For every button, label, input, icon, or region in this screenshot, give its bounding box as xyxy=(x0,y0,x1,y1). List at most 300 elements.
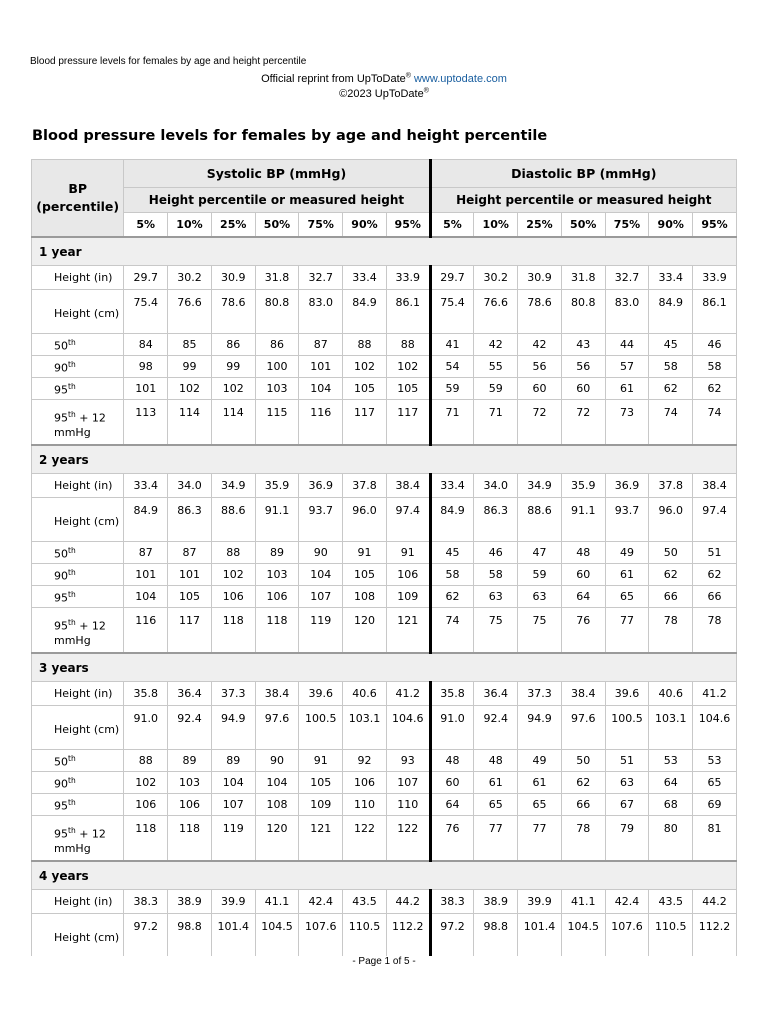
table-row xyxy=(32,356,737,378)
systolic-cell: 38.3 xyxy=(124,890,168,914)
systolic-cell: 84.9 xyxy=(124,498,168,542)
systolic-cell: 34.0 xyxy=(168,474,212,498)
systolic-cell: 121 xyxy=(299,816,343,862)
systolic-cell: 99 xyxy=(211,356,255,378)
diastolic-cell: 53 xyxy=(649,750,693,772)
percentile-header-row xyxy=(32,213,737,238)
diastolic-cell: 101.4 xyxy=(518,914,562,957)
uptodate-link[interactable]: www.uptodate.com xyxy=(413,73,507,85)
diastolic-cell: 63 xyxy=(474,586,518,608)
systolic-cell: 104 xyxy=(299,564,343,586)
systolic-cell: 75.4 xyxy=(124,290,168,334)
diastolic-cell: 61 xyxy=(605,564,649,586)
diastolic-cell: 48 xyxy=(474,750,518,772)
age-group-label: 3 years xyxy=(32,653,737,682)
systolic-cell: 91.1 xyxy=(255,498,299,542)
systolic-cell: 37.8 xyxy=(343,474,387,498)
diastolic-cell: 58 xyxy=(693,356,737,378)
diastolic-cell: 50 xyxy=(649,542,693,564)
diastolic-cell: 62 xyxy=(430,586,474,608)
table-row xyxy=(32,750,737,772)
ordinal-suffix: th xyxy=(68,590,76,600)
systolic-cell: 32.7 xyxy=(299,266,343,290)
row-label xyxy=(32,608,124,654)
diastolic-cell: 78 xyxy=(649,608,693,654)
table-row xyxy=(32,890,737,914)
ordinal-suffix: th xyxy=(68,776,76,786)
systolic-cell: 118 xyxy=(124,816,168,862)
diastolic-cell: 75 xyxy=(518,608,562,654)
systolic-cell: 97.4 xyxy=(386,498,430,542)
systolic-cell: 114 xyxy=(211,400,255,446)
diastolic-cell: 35.9 xyxy=(561,474,605,498)
diastolic-cell: 80.8 xyxy=(561,290,605,334)
diastolic-cell: 93.7 xyxy=(605,498,649,542)
systolic-cell: 89 xyxy=(168,750,212,772)
diastolic-cell: 36.4 xyxy=(474,682,518,706)
systolic-cell: 39.9 xyxy=(211,890,255,914)
diastolic-cell: 97.2 xyxy=(430,914,474,957)
diastolic-cell: 62 xyxy=(693,378,737,400)
percentile-number: 95 xyxy=(54,383,68,397)
percentile-col-header: 95% xyxy=(386,213,430,238)
diastolic-cell: 96.0 xyxy=(649,498,693,542)
systolic-cell: 116 xyxy=(124,608,168,654)
diastolic-cell: 64 xyxy=(561,586,605,608)
systolic-cell: 98 xyxy=(124,356,168,378)
diastolic-cell: 44.2 xyxy=(693,890,737,914)
percentile-col-header: 75% xyxy=(605,213,649,238)
percentile-col-header: 90% xyxy=(649,213,693,238)
diastolic-cell: 61 xyxy=(474,772,518,794)
diastolic-cell: 94.9 xyxy=(518,706,562,750)
percentile-number: 95 xyxy=(54,411,68,425)
systolic-cell: 30.2 xyxy=(168,266,212,290)
table-row xyxy=(32,586,737,608)
systolic-cell: 100.5 xyxy=(299,706,343,750)
row-label: Height (cm) xyxy=(32,914,124,957)
systolic-cell: 30.9 xyxy=(211,266,255,290)
systolic-cell: 99 xyxy=(168,356,212,378)
systolic-cell: 91 xyxy=(386,542,430,564)
row-label xyxy=(32,564,124,586)
systolic-cell: 38.4 xyxy=(386,474,430,498)
age-group-row xyxy=(32,237,737,266)
diastolic-cell: 60 xyxy=(430,772,474,794)
systolic-cell: 105 xyxy=(168,586,212,608)
diastolic-cell: 71 xyxy=(430,400,474,446)
age-group-row xyxy=(32,861,737,890)
ordinal-suffix: th xyxy=(68,617,76,627)
systolic-cell: 119 xyxy=(211,816,255,862)
age-group-label: 1 year xyxy=(32,237,737,266)
plus-12-mmhg: + 12 mmHg xyxy=(54,827,106,856)
systolic-cell: 97.6 xyxy=(255,706,299,750)
systolic-cell: 94.9 xyxy=(211,706,255,750)
systolic-cell: 106 xyxy=(343,772,387,794)
bp-table-body xyxy=(32,237,737,956)
diastolic-cell: 41.2 xyxy=(693,682,737,706)
systolic-cell: 31.8 xyxy=(255,266,299,290)
row-label xyxy=(32,794,124,816)
diastolic-cell: 42.4 xyxy=(605,890,649,914)
diastolic-cell: 58 xyxy=(430,564,474,586)
systolic-cell: 101 xyxy=(124,378,168,400)
systolic-cell: 34.9 xyxy=(211,474,255,498)
systolic-cell: 108 xyxy=(343,586,387,608)
diastolic-cell: 33.4 xyxy=(649,266,693,290)
diastolic-cell: 51 xyxy=(693,542,737,564)
diastolic-cell: 76.6 xyxy=(474,290,518,334)
diastolic-cell: 56 xyxy=(518,356,562,378)
systolic-cell: 37.3 xyxy=(211,682,255,706)
diastolic-cell: 74 xyxy=(430,608,474,654)
diastolic-cell: 32.7 xyxy=(605,266,649,290)
diastolic-cell: 80 xyxy=(649,816,693,862)
copyright-line xyxy=(0,87,768,102)
systolic-cell: 103 xyxy=(255,564,299,586)
diastolic-cell: 65 xyxy=(605,586,649,608)
systolic-cell: 120 xyxy=(343,608,387,654)
row-label: Height (cm) xyxy=(32,706,124,750)
diastolic-cell: 33.4 xyxy=(430,474,474,498)
systolic-cell: 116 xyxy=(299,400,343,446)
diastolic-cell: 36.9 xyxy=(605,474,649,498)
diastolic-cell: 61 xyxy=(605,378,649,400)
diastolic-cell: 45 xyxy=(649,334,693,356)
diastolic-cell: 83.0 xyxy=(605,290,649,334)
systolic-cell: 40.6 xyxy=(343,682,387,706)
diastolic-cell: 35.8 xyxy=(430,682,474,706)
systolic-cell: 78.6 xyxy=(211,290,255,334)
diastolic-cell: 97.6 xyxy=(561,706,605,750)
diastolic-cell: 48 xyxy=(430,750,474,772)
ordinal-suffix: th xyxy=(68,409,76,419)
systolic-cell: 107 xyxy=(211,794,255,816)
systolic-cell: 117 xyxy=(343,400,387,446)
systolic-cell: 90 xyxy=(255,750,299,772)
diastolic-cell: 41 xyxy=(430,334,474,356)
diastolic-cell: 76 xyxy=(430,816,474,862)
diastolic-cell: 34.9 xyxy=(518,474,562,498)
systolic-cell: 110.5 xyxy=(343,914,387,957)
diastolic-cell: 29.7 xyxy=(430,266,474,290)
systolic-cell: 101.4 xyxy=(211,914,255,957)
diastolic-cell: 57 xyxy=(605,356,649,378)
systolic-cell: 102 xyxy=(386,356,430,378)
diastolic-cell: 42 xyxy=(518,334,562,356)
systolic-cell: 96.0 xyxy=(343,498,387,542)
diastolic-cell: 49 xyxy=(518,750,562,772)
diastolic-cell: 46 xyxy=(474,542,518,564)
diastolic-cell: 64 xyxy=(430,794,474,816)
age-group-row xyxy=(32,653,737,682)
systolic-cell: 88 xyxy=(211,542,255,564)
systolic-cell: 102 xyxy=(168,378,212,400)
systolic-cell: 107 xyxy=(299,586,343,608)
systolic-cell: 105 xyxy=(299,772,343,794)
systolic-cell: 91.0 xyxy=(124,706,168,750)
systolic-cell: 113 xyxy=(124,400,168,446)
ordinal-suffix: th xyxy=(68,825,76,835)
diastolic-cell: 97.4 xyxy=(693,498,737,542)
percentile-col-header: 10% xyxy=(474,213,518,238)
percentile-number: 95 xyxy=(54,591,68,605)
diastolic-cell: 92.4 xyxy=(474,706,518,750)
systolic-cell: 86 xyxy=(211,334,255,356)
row-label xyxy=(32,400,124,446)
diastolic-cell: 84.9 xyxy=(430,498,474,542)
systolic-cell: 41.1 xyxy=(255,890,299,914)
systolic-cell: 100 xyxy=(255,356,299,378)
systolic-cell: 29.7 xyxy=(124,266,168,290)
diastolic-cell: 38.4 xyxy=(693,474,737,498)
table-row xyxy=(32,608,737,654)
page-footer: - Page 1 of 5 - xyxy=(352,956,416,967)
diastolic-cell: 78.6 xyxy=(518,290,562,334)
systolic-cell: 122 xyxy=(343,816,387,862)
systolic-cell: 106 xyxy=(386,564,430,586)
table-row xyxy=(32,564,737,586)
bp-table-container xyxy=(31,159,737,956)
plus-12-mmhg: + 12 mmHg xyxy=(54,411,106,440)
diastolic-cell: 73 xyxy=(605,400,649,446)
diastolic-cell: 30.9 xyxy=(518,266,562,290)
diastolic-cell: 38.4 xyxy=(561,682,605,706)
systolic-cell: 42.4 xyxy=(299,890,343,914)
systolic-cell: 39.6 xyxy=(299,682,343,706)
systolic-cell: 83.0 xyxy=(299,290,343,334)
diastolic-cell: 75.4 xyxy=(430,290,474,334)
systolic-cell: 104 xyxy=(299,378,343,400)
systolic-cell: 85 xyxy=(168,334,212,356)
systolic-cell: 103.1 xyxy=(343,706,387,750)
diastolic-cell: 66 xyxy=(561,794,605,816)
diastolic-cell: 48 xyxy=(561,542,605,564)
diastolic-cell: 77 xyxy=(518,816,562,862)
diastolic-cell: 77 xyxy=(605,608,649,654)
systolic-cell: 98.8 xyxy=(168,914,212,957)
diastolic-cell: 74 xyxy=(649,400,693,446)
systolic-cell: 93 xyxy=(386,750,430,772)
systolic-cell: 36.9 xyxy=(299,474,343,498)
age-group-label: 2 years xyxy=(32,445,737,474)
diastolic-cell: 59 xyxy=(474,378,518,400)
table-row xyxy=(32,542,737,564)
bp-table xyxy=(31,159,737,956)
systolic-cell: 118 xyxy=(168,816,212,862)
diastolic-cell: 112.2 xyxy=(693,914,737,957)
systolic-cell: 87 xyxy=(299,334,343,356)
systolic-cell: 117 xyxy=(168,608,212,654)
row-label: Height (in) xyxy=(32,890,124,914)
systolic-cell: 104 xyxy=(124,586,168,608)
row-label: Height (in) xyxy=(32,474,124,498)
systolic-cell: 86 xyxy=(255,334,299,356)
diastolic-cell: 86.3 xyxy=(474,498,518,542)
systolic-cell: 97.2 xyxy=(124,914,168,957)
systolic-cell: 109 xyxy=(386,586,430,608)
systolic-cell: 33.4 xyxy=(343,266,387,290)
systolic-height-subheader: Height percentile or measured height xyxy=(124,188,430,213)
systolic-cell: 89 xyxy=(211,750,255,772)
diastolic-cell: 88.6 xyxy=(518,498,562,542)
row-label xyxy=(32,586,124,608)
row-label: Height (cm) xyxy=(32,290,124,334)
systolic-cell: 33.4 xyxy=(124,474,168,498)
diastolic-cell: 58 xyxy=(474,564,518,586)
diastolic-cell: 68 xyxy=(649,794,693,816)
systolic-cell: 87 xyxy=(124,542,168,564)
diastolic-cell: 59 xyxy=(430,378,474,400)
systolic-cell: 118 xyxy=(255,608,299,654)
table-row xyxy=(32,706,737,750)
systolic-cell: 84 xyxy=(124,334,168,356)
systolic-cell: 88.6 xyxy=(211,498,255,542)
diastolic-cell: 30.2 xyxy=(474,266,518,290)
diastolic-cell: 104.6 xyxy=(693,706,737,750)
diastolic-cell: 62 xyxy=(693,564,737,586)
systolic-cell: 119 xyxy=(299,608,343,654)
diastolic-cell: 39.6 xyxy=(605,682,649,706)
row-label xyxy=(32,334,124,356)
diastolic-cell: 71 xyxy=(474,400,518,446)
diastolic-cell: 103.1 xyxy=(649,706,693,750)
diastolic-cell: 74 xyxy=(693,400,737,446)
percentile-col-header: 90% xyxy=(343,213,387,238)
copyright-text: ©2023 UpToDate xyxy=(339,88,424,100)
systolic-header: Systolic BP (mmHg) xyxy=(124,160,430,188)
diastolic-cell: 54 xyxy=(430,356,474,378)
diastolic-cell: 75 xyxy=(474,608,518,654)
systolic-cell: 101 xyxy=(124,564,168,586)
row-label xyxy=(32,356,124,378)
systolic-cell: 105 xyxy=(386,378,430,400)
diastolic-cell: 91.1 xyxy=(561,498,605,542)
systolic-cell: 106 xyxy=(211,586,255,608)
plus-12-mmhg: + 12 mmHg xyxy=(54,619,106,648)
systolic-cell: 102 xyxy=(211,564,255,586)
percentile-number: 95 xyxy=(54,827,68,841)
diastolic-cell: 42 xyxy=(474,334,518,356)
diastolic-cell: 59 xyxy=(518,564,562,586)
table-row xyxy=(32,474,737,498)
table-row xyxy=(32,914,737,957)
diastolic-cell: 86.1 xyxy=(693,290,737,334)
diastolic-cell: 50 xyxy=(561,750,605,772)
systolic-cell: 92 xyxy=(343,750,387,772)
systolic-cell: 90 xyxy=(299,542,343,564)
diastolic-cell: 43.5 xyxy=(649,890,693,914)
percentile-number: 50 xyxy=(54,339,68,353)
diastolic-cell: 62 xyxy=(561,772,605,794)
diastolic-cell: 76 xyxy=(561,608,605,654)
systolic-cell: 104.5 xyxy=(255,914,299,957)
systolic-cell: 91 xyxy=(343,542,387,564)
diastolic-cell: 51 xyxy=(605,750,649,772)
systolic-cell: 102 xyxy=(343,356,387,378)
systolic-cell: 80.8 xyxy=(255,290,299,334)
diastolic-cell: 44 xyxy=(605,334,649,356)
reprint-line xyxy=(0,72,768,87)
systolic-cell: 101 xyxy=(168,564,212,586)
diastolic-cell: 77 xyxy=(474,816,518,862)
registered-mark: ® xyxy=(405,72,411,80)
systolic-cell: 35.8 xyxy=(124,682,168,706)
diastolic-cell: 100.5 xyxy=(605,706,649,750)
systolic-cell: 120 xyxy=(255,816,299,862)
systolic-cell: 110 xyxy=(386,794,430,816)
systolic-cell: 110 xyxy=(343,794,387,816)
percentile-number: 90 xyxy=(54,361,68,375)
diastolic-cell: 39.9 xyxy=(518,890,562,914)
diastolic-cell: 63 xyxy=(518,586,562,608)
systolic-cell: 112.2 xyxy=(386,914,430,957)
percentile-col-header: 5% xyxy=(124,213,168,238)
percentile-number: 50 xyxy=(54,547,68,561)
percentile-col-header: 50% xyxy=(255,213,299,238)
diastolic-cell: 65 xyxy=(474,794,518,816)
systolic-cell: 115 xyxy=(255,400,299,446)
systolic-cell: 103 xyxy=(255,378,299,400)
percentile-number: 95 xyxy=(54,619,68,633)
systolic-cell: 92.4 xyxy=(168,706,212,750)
systolic-cell: 33.9 xyxy=(386,266,430,290)
systolic-cell: 104 xyxy=(255,772,299,794)
diastolic-cell: 62 xyxy=(649,564,693,586)
table-row xyxy=(32,334,737,356)
systolic-cell: 103 xyxy=(168,772,212,794)
ordinal-suffix: th xyxy=(68,546,76,556)
row-label xyxy=(32,772,124,794)
systolic-cell: 101 xyxy=(299,356,343,378)
diastolic-cell: 64 xyxy=(649,772,693,794)
percentile-col-header: 10% xyxy=(168,213,212,238)
diastolic-header: Diastolic BP (mmHg) xyxy=(430,160,736,188)
table-row xyxy=(32,498,737,542)
systolic-cell: 86.3 xyxy=(168,498,212,542)
systolic-cell: 106 xyxy=(168,794,212,816)
systolic-cell: 87 xyxy=(168,542,212,564)
systolic-cell: 93.7 xyxy=(299,498,343,542)
percentile-col-header: 75% xyxy=(299,213,343,238)
diastolic-cell: 79 xyxy=(605,816,649,862)
diastolic-cell: 91.0 xyxy=(430,706,474,750)
percentile-col-header: 25% xyxy=(518,213,562,238)
systolic-cell: 106 xyxy=(124,794,168,816)
table-row xyxy=(32,290,737,334)
table-row xyxy=(32,816,737,862)
diastolic-cell: 58 xyxy=(649,356,693,378)
age-group-label: 4 years xyxy=(32,861,737,890)
systolic-cell: 108 xyxy=(255,794,299,816)
diastolic-cell: 37.8 xyxy=(649,474,693,498)
systolic-cell: 88 xyxy=(124,750,168,772)
diastolic-cell: 47 xyxy=(518,542,562,564)
percentile-number: 90 xyxy=(54,569,68,583)
diastolic-cell: 33.9 xyxy=(693,266,737,290)
systolic-cell: 88 xyxy=(343,334,387,356)
diastolic-cell: 104.5 xyxy=(561,914,605,957)
systolic-cell: 102 xyxy=(211,378,255,400)
systolic-cell: 89 xyxy=(255,542,299,564)
diastolic-cell: 84.9 xyxy=(649,290,693,334)
table-row xyxy=(32,400,737,446)
reprint-prefix: Official reprint from UpToDate xyxy=(261,73,406,85)
diastolic-cell: 61 xyxy=(518,772,562,794)
diastolic-cell: 56 xyxy=(561,356,605,378)
diastolic-cell: 38.9 xyxy=(474,890,518,914)
